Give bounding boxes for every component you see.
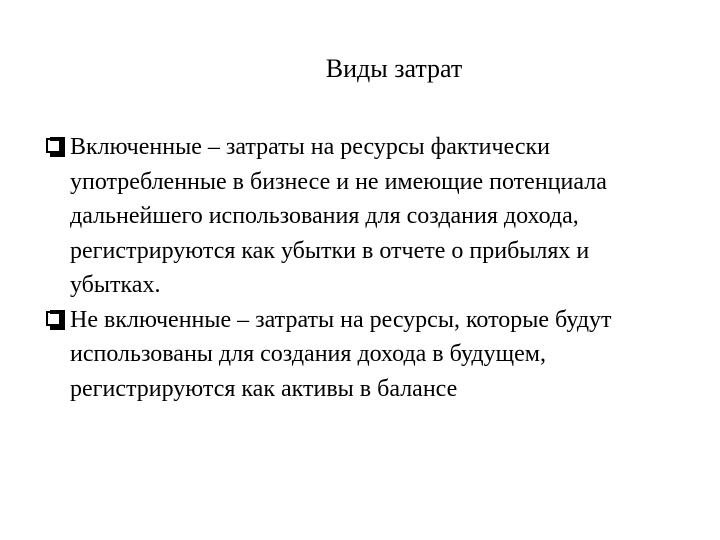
slide-title: Виды затрат	[325, 54, 463, 83]
checkbox-bullet-icon	[44, 136, 66, 158]
bullet-item-not-included	[44, 303, 684, 407]
bullet-item-included	[44, 130, 684, 303]
bullet-text: Не включенные – затраты на ресурсы, которые будут использованы для создания дохода в будущем, регистрируются как активы в балансе	[70, 306, 612, 402]
bullet-text: Включенные – затраты на ресурсы фактически употребленные в бизнесе и не имеющие потенциала дальнейшего использования для создания дохода, регистрируются как убытки в отчете о прибылях и убытках.	[70, 134, 607, 298]
checkbox-bullet-icon	[44, 309, 66, 331]
bullet-list	[44, 130, 684, 406]
